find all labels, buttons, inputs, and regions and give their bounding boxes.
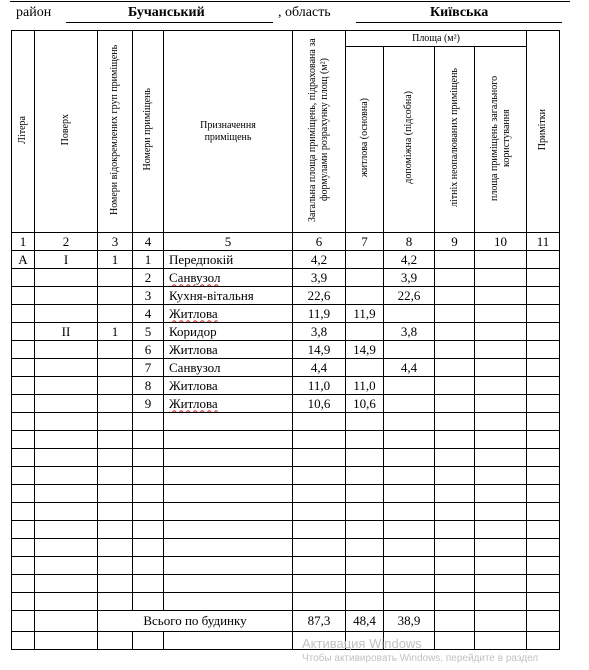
col-number: 8: [384, 233, 435, 251]
header-total-area: Загальна площа приміщень, підрахована за формулами розрахунку площ (м²): [293, 31, 346, 233]
blank-row: [12, 485, 560, 503]
blank-row: [12, 467, 560, 485]
header-common-use: площа приміщень загального користування: [475, 47, 527, 233]
col-number: 10: [475, 233, 527, 251]
table-row: 3 Кухня-вітальня 22,6 22,6: [12, 287, 560, 305]
blank-row: [12, 539, 560, 557]
room-explication-table: [11, 30, 560, 650]
header-area-group: Площа (м²): [346, 31, 527, 47]
district-value: Бучанський: [128, 5, 205, 20]
header-room-numbers: Номери приміщень: [133, 31, 164, 233]
table-row: II 1 5 Коридор 3,8 3,8: [12, 323, 560, 341]
total-label: Всього по будинку: [98, 611, 293, 632]
blank-row: [12, 413, 560, 431]
blank-row: [12, 593, 560, 611]
header-purpose: Призначення приміщень: [164, 31, 293, 233]
col-number: 5: [164, 233, 293, 251]
location-line: [0, 0, 589, 30]
total-row: [12, 611, 560, 632]
header-living-area: житлова (основна): [346, 47, 384, 233]
windows-activation-watermark: [302, 636, 538, 664]
col-number: 11: [527, 233, 560, 251]
total-auxiliary-area: 38,9: [384, 611, 435, 632]
table-row: 9 Житлова 10,6 10,6: [12, 395, 560, 413]
district-underline: [66, 22, 273, 23]
district-label: район: [16, 5, 52, 20]
table-row: 2 Санвузол 3,9 3,9: [12, 269, 560, 287]
column-number-row: [12, 233, 560, 251]
region-underline: [356, 22, 562, 23]
total-area: 87,3: [293, 611, 346, 632]
table-row: А I 1 1 Передпокій 4,2 4,2: [12, 251, 560, 269]
header-auxiliary-area: допоміжна (підсобна): [384, 47, 435, 233]
table-row: 8 Житлова 11,0 11,0: [12, 377, 560, 395]
blank-row: [12, 557, 560, 575]
region-label: , область: [278, 5, 331, 20]
header-notes: Примітки: [527, 31, 560, 233]
cut-previous-row: [10, 0, 570, 2]
col-number: 1: [12, 233, 35, 251]
blank-row: [12, 575, 560, 593]
table-row: 4 Житлова 11,9 11,9: [12, 305, 560, 323]
blank-row: [12, 521, 560, 539]
watermark-subtitle: Чтобы активировать Windows, перейдите в раздел: [302, 653, 539, 664]
watermark-title: Активация Windows: [302, 636, 422, 651]
blank-row: [12, 503, 560, 521]
blank-row: [12, 449, 560, 467]
header-litera: Літера: [12, 31, 35, 233]
table-row: 6 Житлова 14,9 14,9: [12, 341, 560, 359]
col-number: 2: [35, 233, 98, 251]
total-living-area: 48,4: [346, 611, 384, 632]
header-summer-rooms: літніх неопалюваних приміщень: [435, 47, 475, 233]
col-number: 3: [98, 233, 133, 251]
blank-rows: [12, 413, 560, 611]
col-number: 9: [435, 233, 475, 251]
blank-row: [12, 431, 560, 449]
col-number: 7: [346, 233, 384, 251]
col-number: 4: [133, 233, 164, 251]
region-value: Київська: [430, 5, 489, 20]
header-floor: Поверх: [35, 31, 98, 233]
table-row: 7 Санвузол 4,4 4,4: [12, 359, 560, 377]
col-number: 6: [293, 233, 346, 251]
header-room-groups: Номери відокремлених груп приміщень: [98, 31, 133, 233]
